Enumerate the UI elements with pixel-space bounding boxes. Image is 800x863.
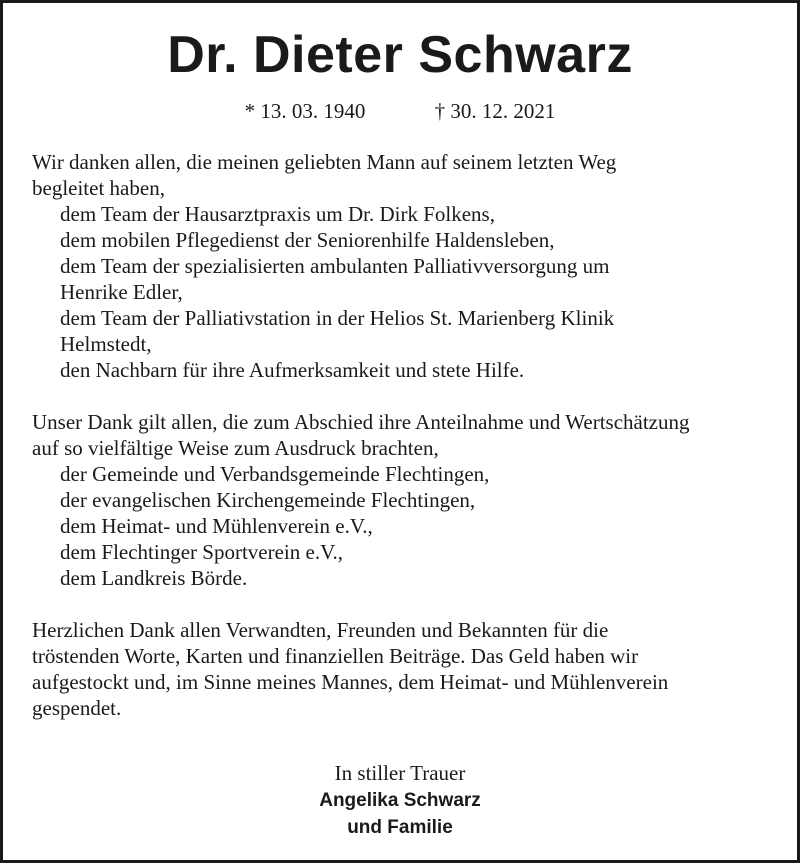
birth-date: * 13. 03. 1940	[244, 99, 366, 123]
text-line: auf so vielfältige Weise zum Ausdruck brachten,	[32, 436, 439, 460]
text-line: tröstenden Worte, Karten und finanziellen Beiträge. Das Geld haben wir	[32, 644, 639, 668]
notice-body	[32, 149, 778, 747]
list-item: der evangelischen Kirchengemeinde Flechtingen,	[60, 488, 476, 512]
death-date: † 30. 12. 2021	[434, 99, 556, 123]
signature-block	[3, 760, 797, 841]
signature-name: Angelika Schwarz	[319, 790, 481, 811]
text-line: Wir danken allen, die meinen geliebten Mann auf seinem letzten Weg	[32, 150, 617, 174]
text-line: Herzlichen Dank allen Verwandten, Freunden und Bekannten für die	[32, 618, 609, 642]
text-line: gespendet.	[32, 696, 122, 720]
list-item: dem Landkreis Börde.	[60, 566, 248, 590]
list-item: dem Team der Palliativstation in der Helios St. Marienberg Klinik	[60, 306, 615, 330]
thanks-paragraph-3	[32, 617, 778, 721]
deceased-name: Dr. Dieter Schwarz	[167, 26, 633, 84]
signature-intro: In stiller Trauer	[334, 761, 466, 785]
list-item: dem Team der spezialisierten ambulanten Palliativversorgung um	[60, 254, 610, 278]
life-dates	[3, 99, 797, 124]
thanks-paragraph-2	[32, 409, 778, 591]
list-item: dem Flechtinger Sportverein e.V.,	[60, 540, 344, 564]
text-line: Unser Dank gilt allen, die zum Abschied ihre Anteilnahme und Wertschätzung	[32, 410, 690, 434]
thanks-paragraph-1	[32, 149, 778, 383]
list-item: Helmstedt,	[60, 332, 152, 356]
text-line: begleitet haben,	[32, 176, 165, 200]
list-item: dem Team der Hausarztpraxis um Dr. Dirk Folkens,	[60, 202, 495, 226]
signature-family: und Familie	[347, 817, 453, 838]
list-item: dem mobilen Pflegedienst der Seniorenhilfe Haldensleben,	[60, 228, 555, 252]
text-line: aufgestockt und, im Sinne meines Mannes, dem Heimat- und Mühlenverein	[32, 670, 669, 694]
list-item: dem Heimat- und Mühlenverein e.V.,	[60, 514, 373, 538]
list-item: der Gemeinde und Verbandsgemeinde Flechtingen,	[60, 462, 490, 486]
list-item: Henrike Edler,	[60, 280, 183, 304]
list-item: den Nachbarn für ihre Aufmerksamkeit und stete Hilfe.	[60, 358, 525, 382]
